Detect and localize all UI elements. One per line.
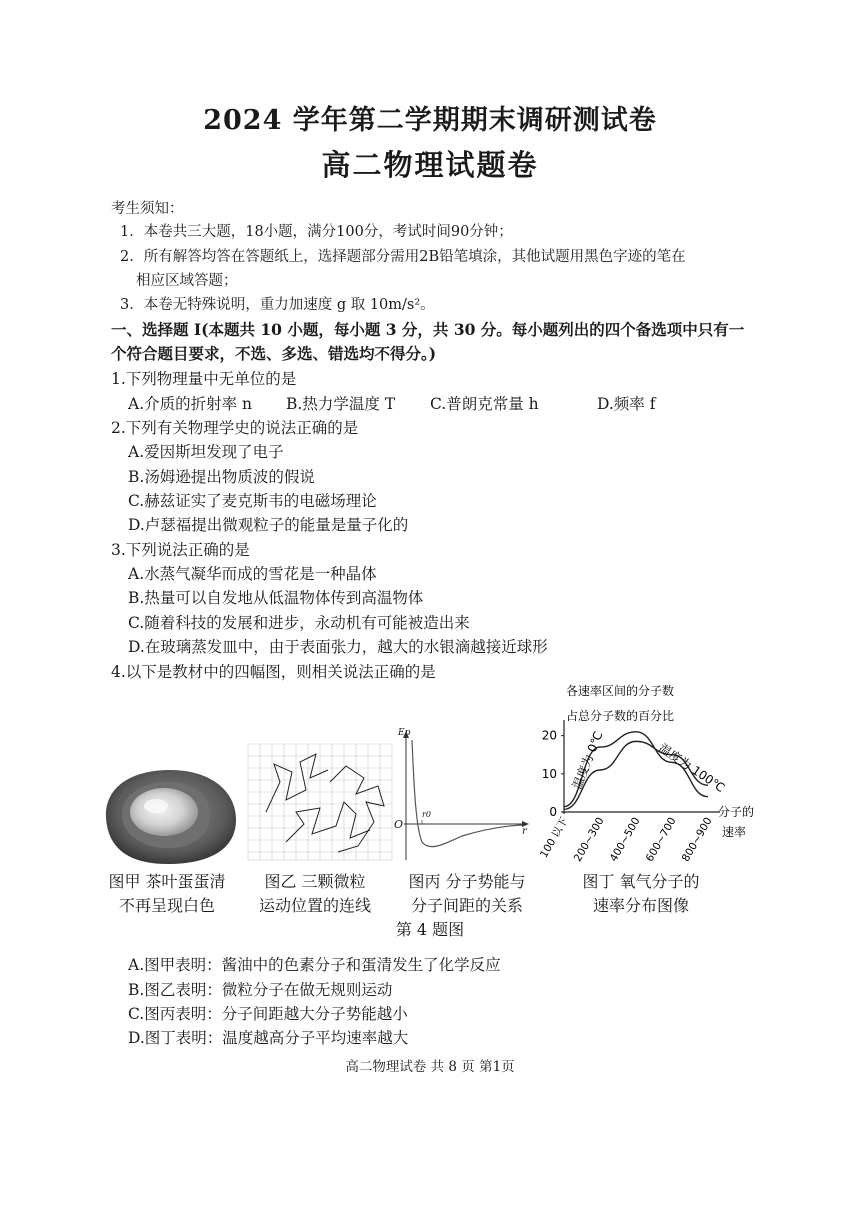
figure-ding-caption-2: 速率分布图像 [592,896,689,915]
page-footer: 高二物理试卷 共 8 页 第1页 [345,1059,515,1075]
q4-stem: 4.以下是教材中的四幅图，则相关说法正确的是 [111,663,436,681]
origin-label: O [394,818,404,831]
figure-yi-brownian [246,742,394,862]
figure-yi-caption-1: 图乙 三颗微粒 [264,872,366,891]
chart-xlabel-line2: 速率 [722,825,747,839]
chart-x-tick-label: 600~700 [643,815,679,864]
r0-label: r0 [422,810,431,819]
section-heading-line1: 一、选择题 I(本题共 10 小题，每小题 3 分，共 30 分。每小题列出的四个备选项中只有一 [111,320,745,339]
q3-stem: 3.下列说法正确的是 [111,541,250,559]
chart-x-tick-label: 200~300 [571,815,607,864]
figure-jia-caption-2: 不再呈现白色 [118,896,215,915]
figure-bing-caption-2: 分子间距的关系 [410,896,523,915]
q4-option-d: D.图丁表明：温度越高分子平均速率越大 [128,1029,409,1047]
chart-ylabel-line1: 各速率区间的分子数 [566,684,675,698]
chart-xlabel-line1: 分子的 [718,805,755,819]
q2-option-d: D.卢瑟福提出微观粒子的能量是量子化的 [128,516,409,534]
chart-y-tick-label: 0 [549,805,557,819]
figure-ding-chart [530,680,760,868]
figure-bing-potential [392,728,530,866]
q2-option-c: C.赫兹证实了麦克斯韦的电磁场理论 [128,492,377,510]
notice-item-3: 3．本卷无特殊说明，重力加速度 g 取 10m/s²。 [120,297,435,313]
q1-option-b: B.热力学温度 T [286,395,396,413]
r-axis-label: r [522,826,527,837]
q1-stem: 1.下列物理量中无单位的是 [111,370,297,388]
q4-option-b: B.图乙表明：微粒分子在做无规则运动 [128,981,393,999]
chart-series-label-0: 温度为 0℃ [569,729,606,792]
q1-option-d: D.频率 f [597,395,656,413]
q3-option-d: D.在玻璃蒸发皿中，由于表面张力，越大的水银滴越接近球形 [128,638,548,656]
q3-option-c: C.随着科技的发展和进步，永动机有可能被造出来 [128,614,470,632]
chart-x-tick-label: 100 以下 [538,815,571,860]
figure-jia-egg [100,762,240,868]
exam-subtitle: 高二物理试题卷 [321,148,539,182]
q1-option-a: A.介质的折射率 n [128,395,253,413]
q2-stem: 2.下列有关物理学史的说法正确的是 [111,419,359,437]
section-heading-line2: 个符合题目要求，不选、多选、错选均不得分。) [111,344,437,363]
chart-y-tick-label: 10 [541,766,557,781]
chart-ylabel-line2: 占总分子数的百分比 [566,709,675,723]
q3-option-b: B.热量可以自发地从低温物体传到高温物体 [128,589,424,607]
q1-option-c: C.普朗克常量 h [430,395,539,413]
figure-yi-caption-2: 运动位置的连线 [258,896,371,915]
figure-ding-caption-1: 图丁 氧气分子的 [582,872,700,891]
notice-item-2: 2．所有解答均答在答题纸上，选择题部分需用2B铅笔填涂，其他试题用黑色字迹的笔在 [120,249,686,265]
notice-heading: 考生须知： [111,201,184,217]
speed-distribution-chart [530,680,760,868]
q2-option-a: A.爱因斯坦发现了电子 [128,443,284,461]
q2-option-b: B.汤姆逊提出物质波的假说 [128,468,315,486]
q3-option-a: A.水蒸气凝华而成的雪花是一种晶体 [128,565,377,583]
exam-title: 2024 学年第二学期期末调研测试卷 [203,105,657,136]
chart-series-label-1: 温度为 100℃ [656,740,728,796]
chart-x-tick-label: 800~900 [679,815,715,864]
figure-4-caption: 第 4 题图 [395,920,465,939]
figure-bing-caption-1: 图丙 分子势能与 [408,872,526,891]
notice-item-1: 1．本卷共三大题，18小题，满分100分，考试时间90分钟； [120,224,513,240]
chart-y-tick-label: 20 [541,728,557,743]
notice-item-2-cont: 相应区域答题； [136,273,238,289]
figure-jia-caption-1: 图甲 茶叶蛋蛋清 [108,872,226,891]
ep-axis-label: Ep [398,728,411,738]
q4-option-a: A.图甲表明：酱油中的色素分子和蛋清发生了化学反应 [128,956,501,974]
chart-x-tick-label: 400~500 [607,815,643,864]
q4-option-c: C.图丙表明：分子间距越大分子势能越小 [128,1005,408,1023]
